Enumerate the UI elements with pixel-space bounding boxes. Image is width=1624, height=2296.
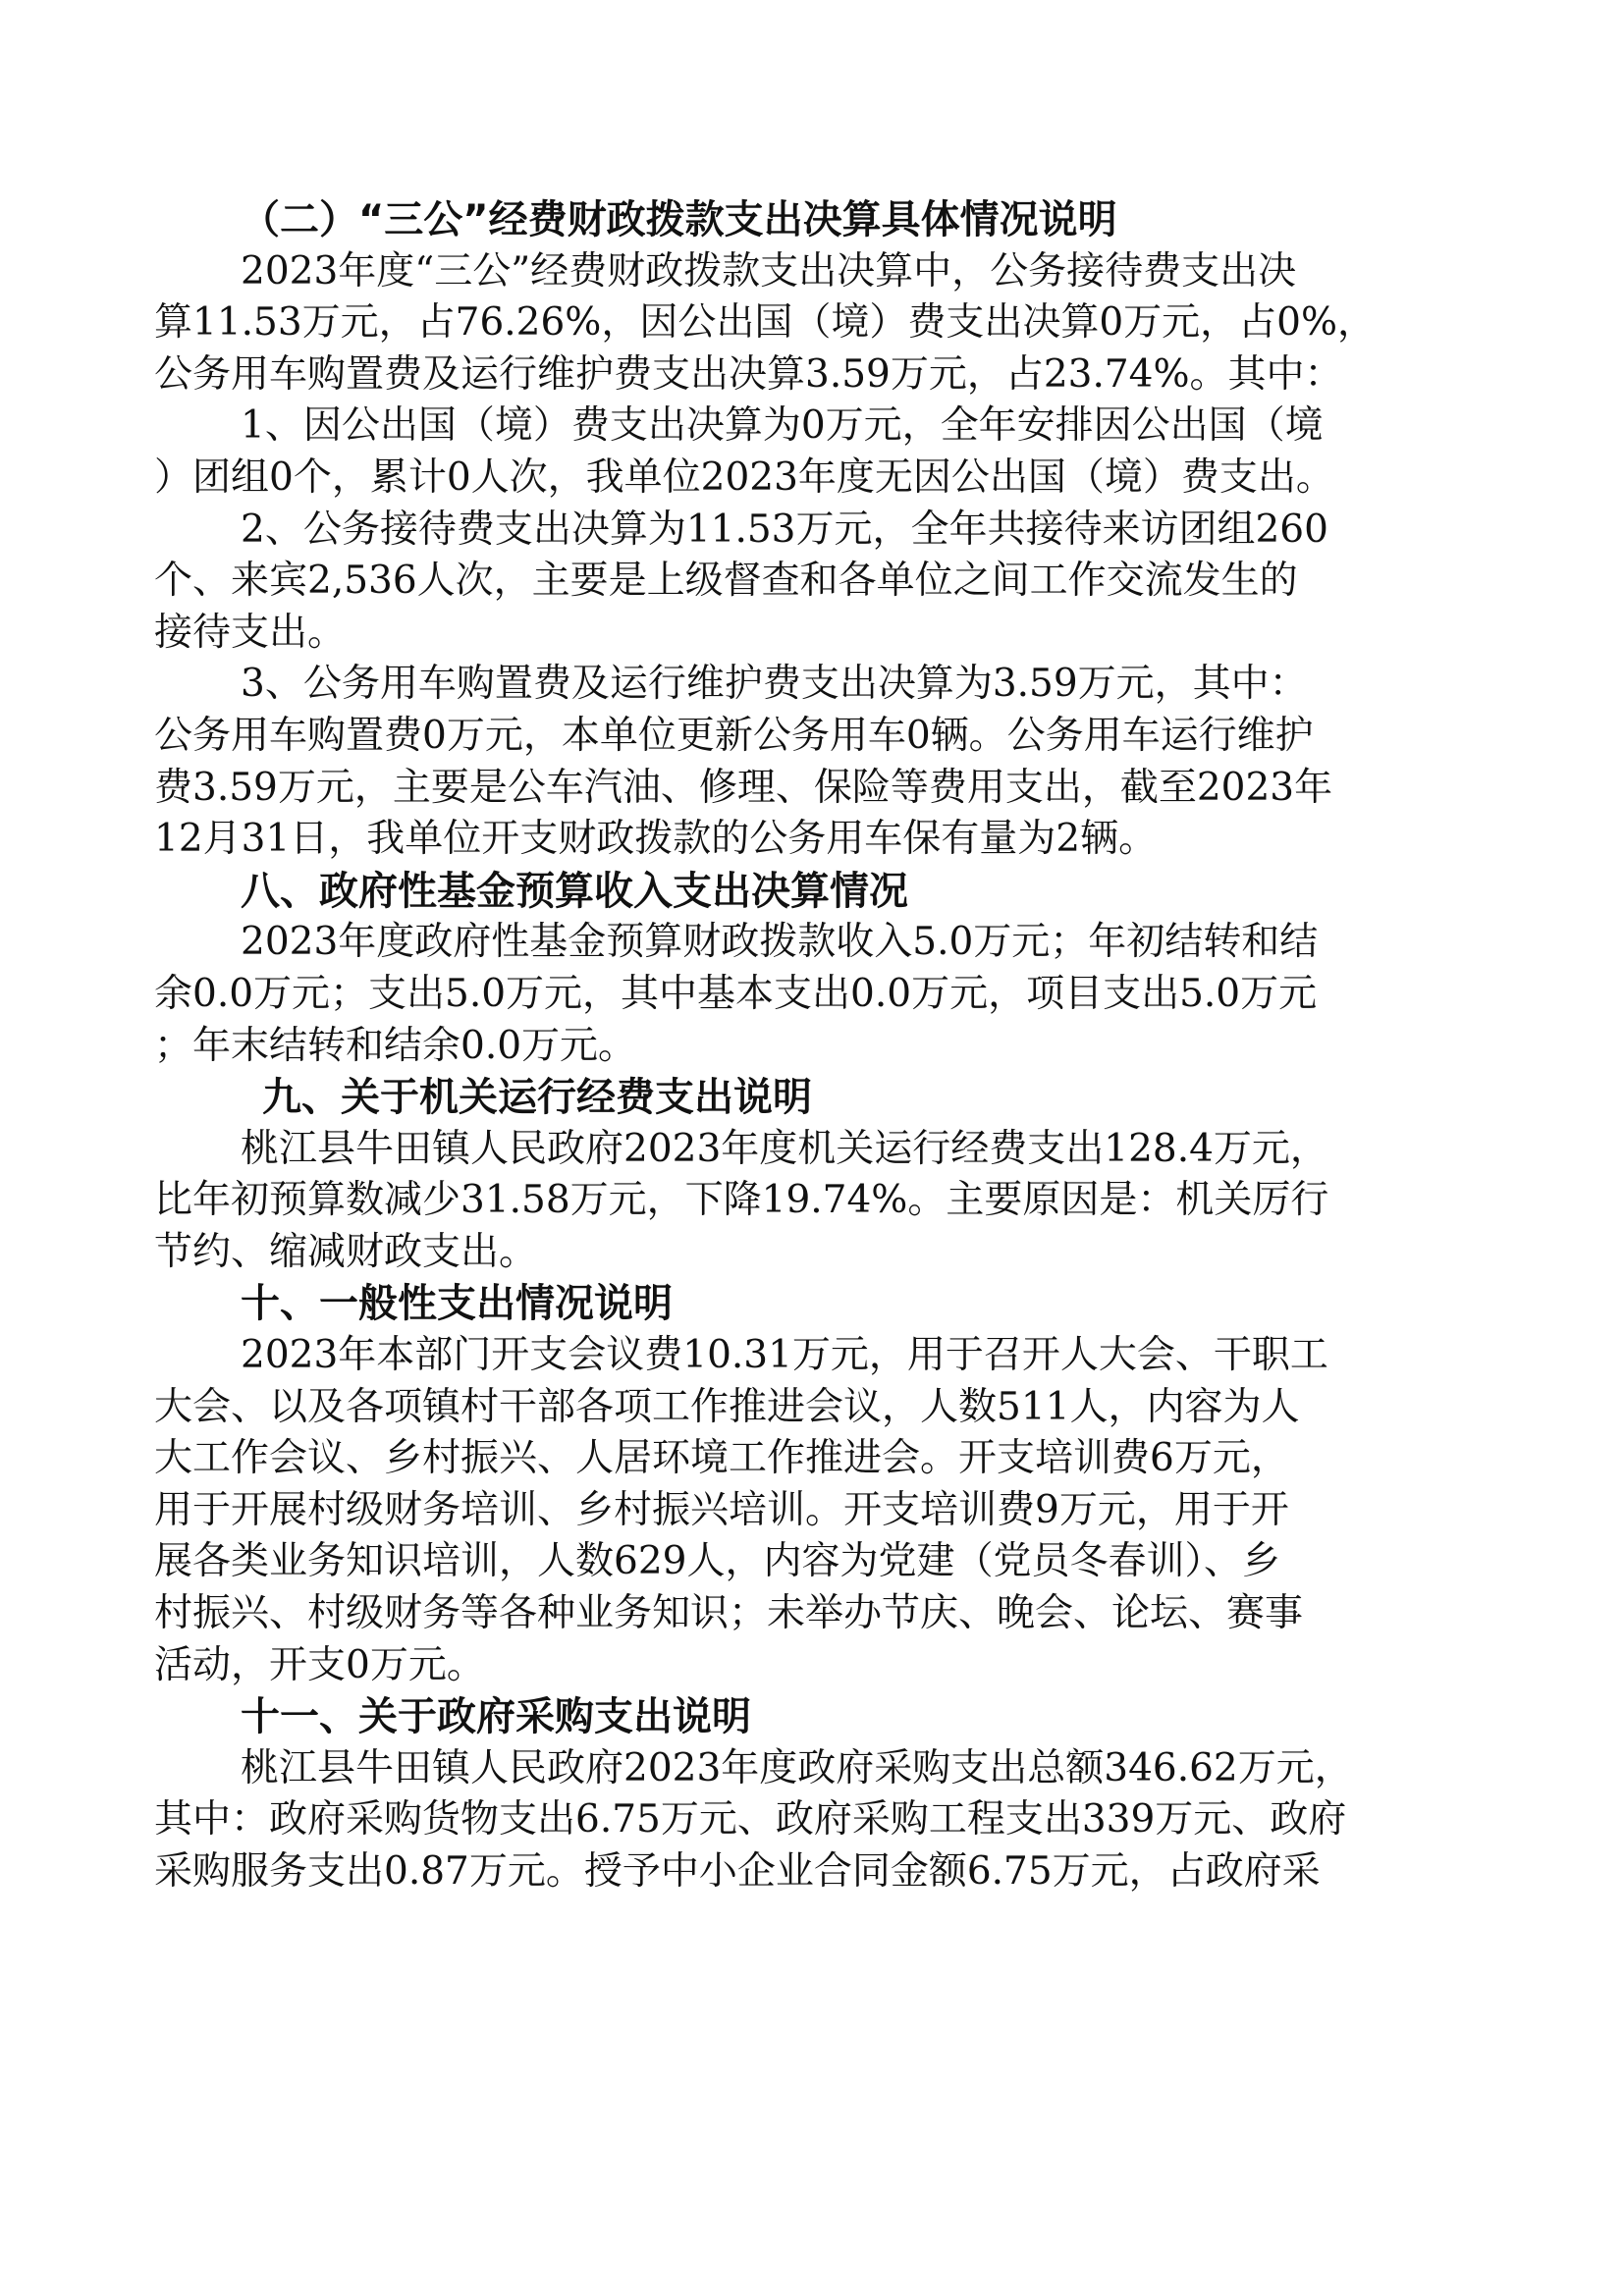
text-line: 2023年本部门开支会议费10.31万元，用于召开人大会、干职工 — [241, 1333, 1328, 1378]
paragraph-operating-expense — [154, 1124, 1480, 1279]
text-line: 余0.0万元；支出5.0万元，其中基本支出0.0万元，项目支出5.0万元 — [154, 971, 1318, 1016]
document-body — [154, 194, 1480, 1898]
text-line: 2023年度政府性基金预算财政拨款收入5.0万元；年初结转和结 — [241, 920, 1319, 965]
text-line: 接待支出。 — [154, 610, 347, 655]
heading-government-fund: 八、政府性基金预算收入支出决算情况 — [241, 868, 908, 914]
text-line: 用于开展村级财务培训、乡村振兴培训。开支培训费9万元，用于开 — [154, 1487, 1289, 1532]
text-line: 活动，开支0万元。 — [154, 1642, 485, 1687]
text-line: 公务用车购置费0万元，本单位更新公务用车0辆。公务用车运行维护 — [154, 713, 1314, 758]
paragraph-procurement — [154, 1743, 1480, 1898]
text-line: 1、因公出国（境）费支出决算为0万元，全年安排因公出国（境 — [241, 403, 1324, 449]
text-line: 大工作会议、乡村振兴、人居环境工作推进会。开支培训费6万元， — [154, 1436, 1289, 1481]
text-line: 其中：政府采购货物支出6.75万元、政府采购工程支出339万元、政府 — [154, 1797, 1347, 1842]
text-line: 村振兴、村级财务等各种业务知识；未举办节庆、晚会、论坛、赛事 — [154, 1591, 1304, 1636]
text-line: ）团组0个，累计0人次，我单位2023年度无因公出国（境）费支出。 — [154, 454, 1334, 500]
text-line: 个、来宾2,536人次，主要是上级督查和各单位之间工作交流发生的 — [154, 559, 1298, 604]
text-line: 2023年度“三公”经费财政拨款支出决算中，公务接待费支出决 — [241, 248, 1297, 294]
text-line: 桃江县牛田镇人民政府2023年度机关运行经费支出128.4万元， — [241, 1126, 1328, 1171]
heading-operating-expense: 九、关于机关运行经费支出说明 — [262, 1075, 812, 1121]
text-line: ；年末结转和结余0.0万元。 — [154, 1023, 637, 1068]
heading-procurement: 十一、关于政府采购支出说明 — [241, 1694, 751, 1740]
heading-general-expense: 十、一般性支出情况说明 — [241, 1281, 673, 1327]
heading-sangong: （二）“三公”经费财政拨款支出决算具体情况说明 — [241, 197, 1117, 242]
text-line: 12月31日，我单位开支财政拨款的公务用车保有量为2辆。 — [154, 817, 1158, 862]
paragraph-sangong-summary — [154, 246, 1480, 401]
paragraph-government-fund — [154, 917, 1480, 1072]
text-line: 公务用车购置费及运行维护费支出决算3.59万元，占23.74%。其中： — [154, 351, 1343, 397]
text-line: 费3.59万元，主要是公车汽油、修理、保险等费用支出，截至2023年 — [154, 765, 1333, 810]
text-line: 桃江县牛田镇人民政府2023年度政府采购支出总额346.62万元， — [241, 1745, 1353, 1790]
text-line: 2、公务接待费支出决算为11.53万元，全年共接待来访团组260 — [241, 507, 1328, 552]
paragraph-vehicle-expense — [154, 659, 1480, 865]
paragraph-reception-expense — [154, 505, 1480, 660]
text-line: 大会、以及各项镇村干部各项工作推进会议，人数511人，内容为人 — [154, 1384, 1300, 1429]
text-line: 展各类业务知识培训，人数629人，内容为党建（党员冬春训）、乡 — [154, 1539, 1280, 1584]
text-line: 节约、缩减财政支出。 — [154, 1229, 538, 1274]
paragraph-general-expense — [154, 1330, 1480, 1691]
paragraph-abroad-expense — [154, 400, 1480, 504]
text-line: 算11.53万元，占76.26%，因公出国（境）费支出决算0万元，占0%， — [154, 300, 1377, 346]
text-line: 3、公务用车购置费及运行维护费支出决算为3.59万元，其中： — [241, 662, 1308, 707]
text-line: 比年初预算数减少31.58万元，下降19.74%。主要原因是：机关厉行 — [154, 1178, 1329, 1223]
text-line: 采购服务支出0.87万元。授予中小企业合同金额6.75万元，占政府采 — [154, 1849, 1321, 1894]
